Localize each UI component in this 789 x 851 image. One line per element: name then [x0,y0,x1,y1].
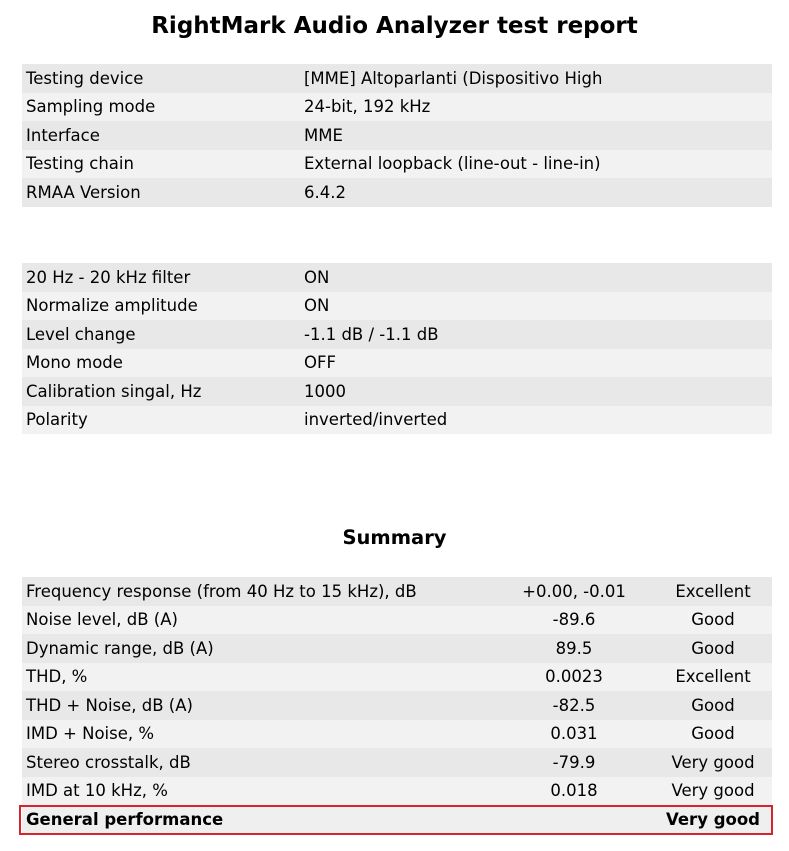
row-value: ON [300,292,772,321]
table-row [22,777,772,806]
row-value: External loopback (line-out - line-in) [300,150,772,179]
table-row [22,663,772,692]
settings-table [22,263,772,434]
table-row [22,691,772,720]
row-value: ON [300,263,772,292]
device-info-table [22,64,772,207]
metric-label: THD, % [22,663,494,692]
table-row [22,377,772,406]
row-value: [MME] Altoparlanti (Dispositivo High [300,64,772,93]
table-row [22,406,772,435]
general-performance-rating: Very good [654,805,772,834]
summary-heading: Summary [342,526,447,549]
table-row [22,748,772,777]
row-label: Testing device [22,64,300,93]
table-row [22,606,772,635]
table-row [22,64,772,93]
row-label: Mono mode [22,349,300,378]
metric-value: 89.5 [494,634,654,663]
row-value: 24-bit, 192 kHz [300,93,772,122]
metric-rating: Excellent [654,663,772,692]
row-label: Testing chain [22,150,300,179]
table-row [22,178,772,207]
metric-label: IMD + Noise, % [22,720,494,749]
general-performance-value [494,805,654,834]
row-value: inverted/inverted [300,406,772,435]
row-label: Interface [22,121,300,150]
metric-label: Stereo crosstalk, dB [22,748,494,777]
row-value: -1.1 dB / -1.1 dB [300,320,772,349]
metric-rating: Good [654,606,772,635]
metric-rating: Good [654,720,772,749]
metric-value: -89.6 [494,606,654,635]
table-row [22,634,772,663]
row-label: Level change [22,320,300,349]
row-value: MME [300,121,772,150]
metric-rating: Excellent [654,577,772,606]
metric-value: 0.018 [494,777,654,806]
metric-value: 0.0023 [494,663,654,692]
summary-table [22,577,772,834]
row-label: Calibration singal, Hz [22,377,300,406]
metric-rating: Good [654,691,772,720]
row-label: Polarity [22,406,300,435]
table-row [22,150,772,179]
table-row [22,292,772,321]
row-value: 6.4.2 [300,178,772,207]
general-performance-row [22,805,772,834]
row-value: OFF [300,349,772,378]
page-title: RightMark Audio Analyzer test report [151,13,638,39]
metric-value: 0.031 [494,720,654,749]
metric-label: Dynamic range, dB (A) [22,634,494,663]
metric-label: Noise level, dB (A) [22,606,494,635]
metric-label: THD + Noise, dB (A) [22,691,494,720]
table-row [22,320,772,349]
metric-label: IMD at 10 kHz, % [22,777,494,806]
row-label: Sampling mode [22,93,300,122]
table-row [22,349,772,378]
metric-rating: Very good [654,777,772,806]
table-row [22,720,772,749]
table-row [22,93,772,122]
metric-label: Frequency response (from 40 Hz to 15 kHz), dB [22,577,494,606]
general-performance-label: General performance [22,805,494,834]
row-label: RMAA Version [22,178,300,207]
row-label: 20 Hz - 20 kHz filter [22,263,300,292]
metric-rating: Very good [654,748,772,777]
row-value: 1000 [300,377,772,406]
table-row [22,121,772,150]
metric-value: -79.9 [494,748,654,777]
metric-value: +0.00, -0.01 [494,577,654,606]
table-row [22,577,772,606]
row-label: Normalize amplitude [22,292,300,321]
table-row [22,263,772,292]
metric-rating: Good [654,634,772,663]
metric-value: -82.5 [494,691,654,720]
